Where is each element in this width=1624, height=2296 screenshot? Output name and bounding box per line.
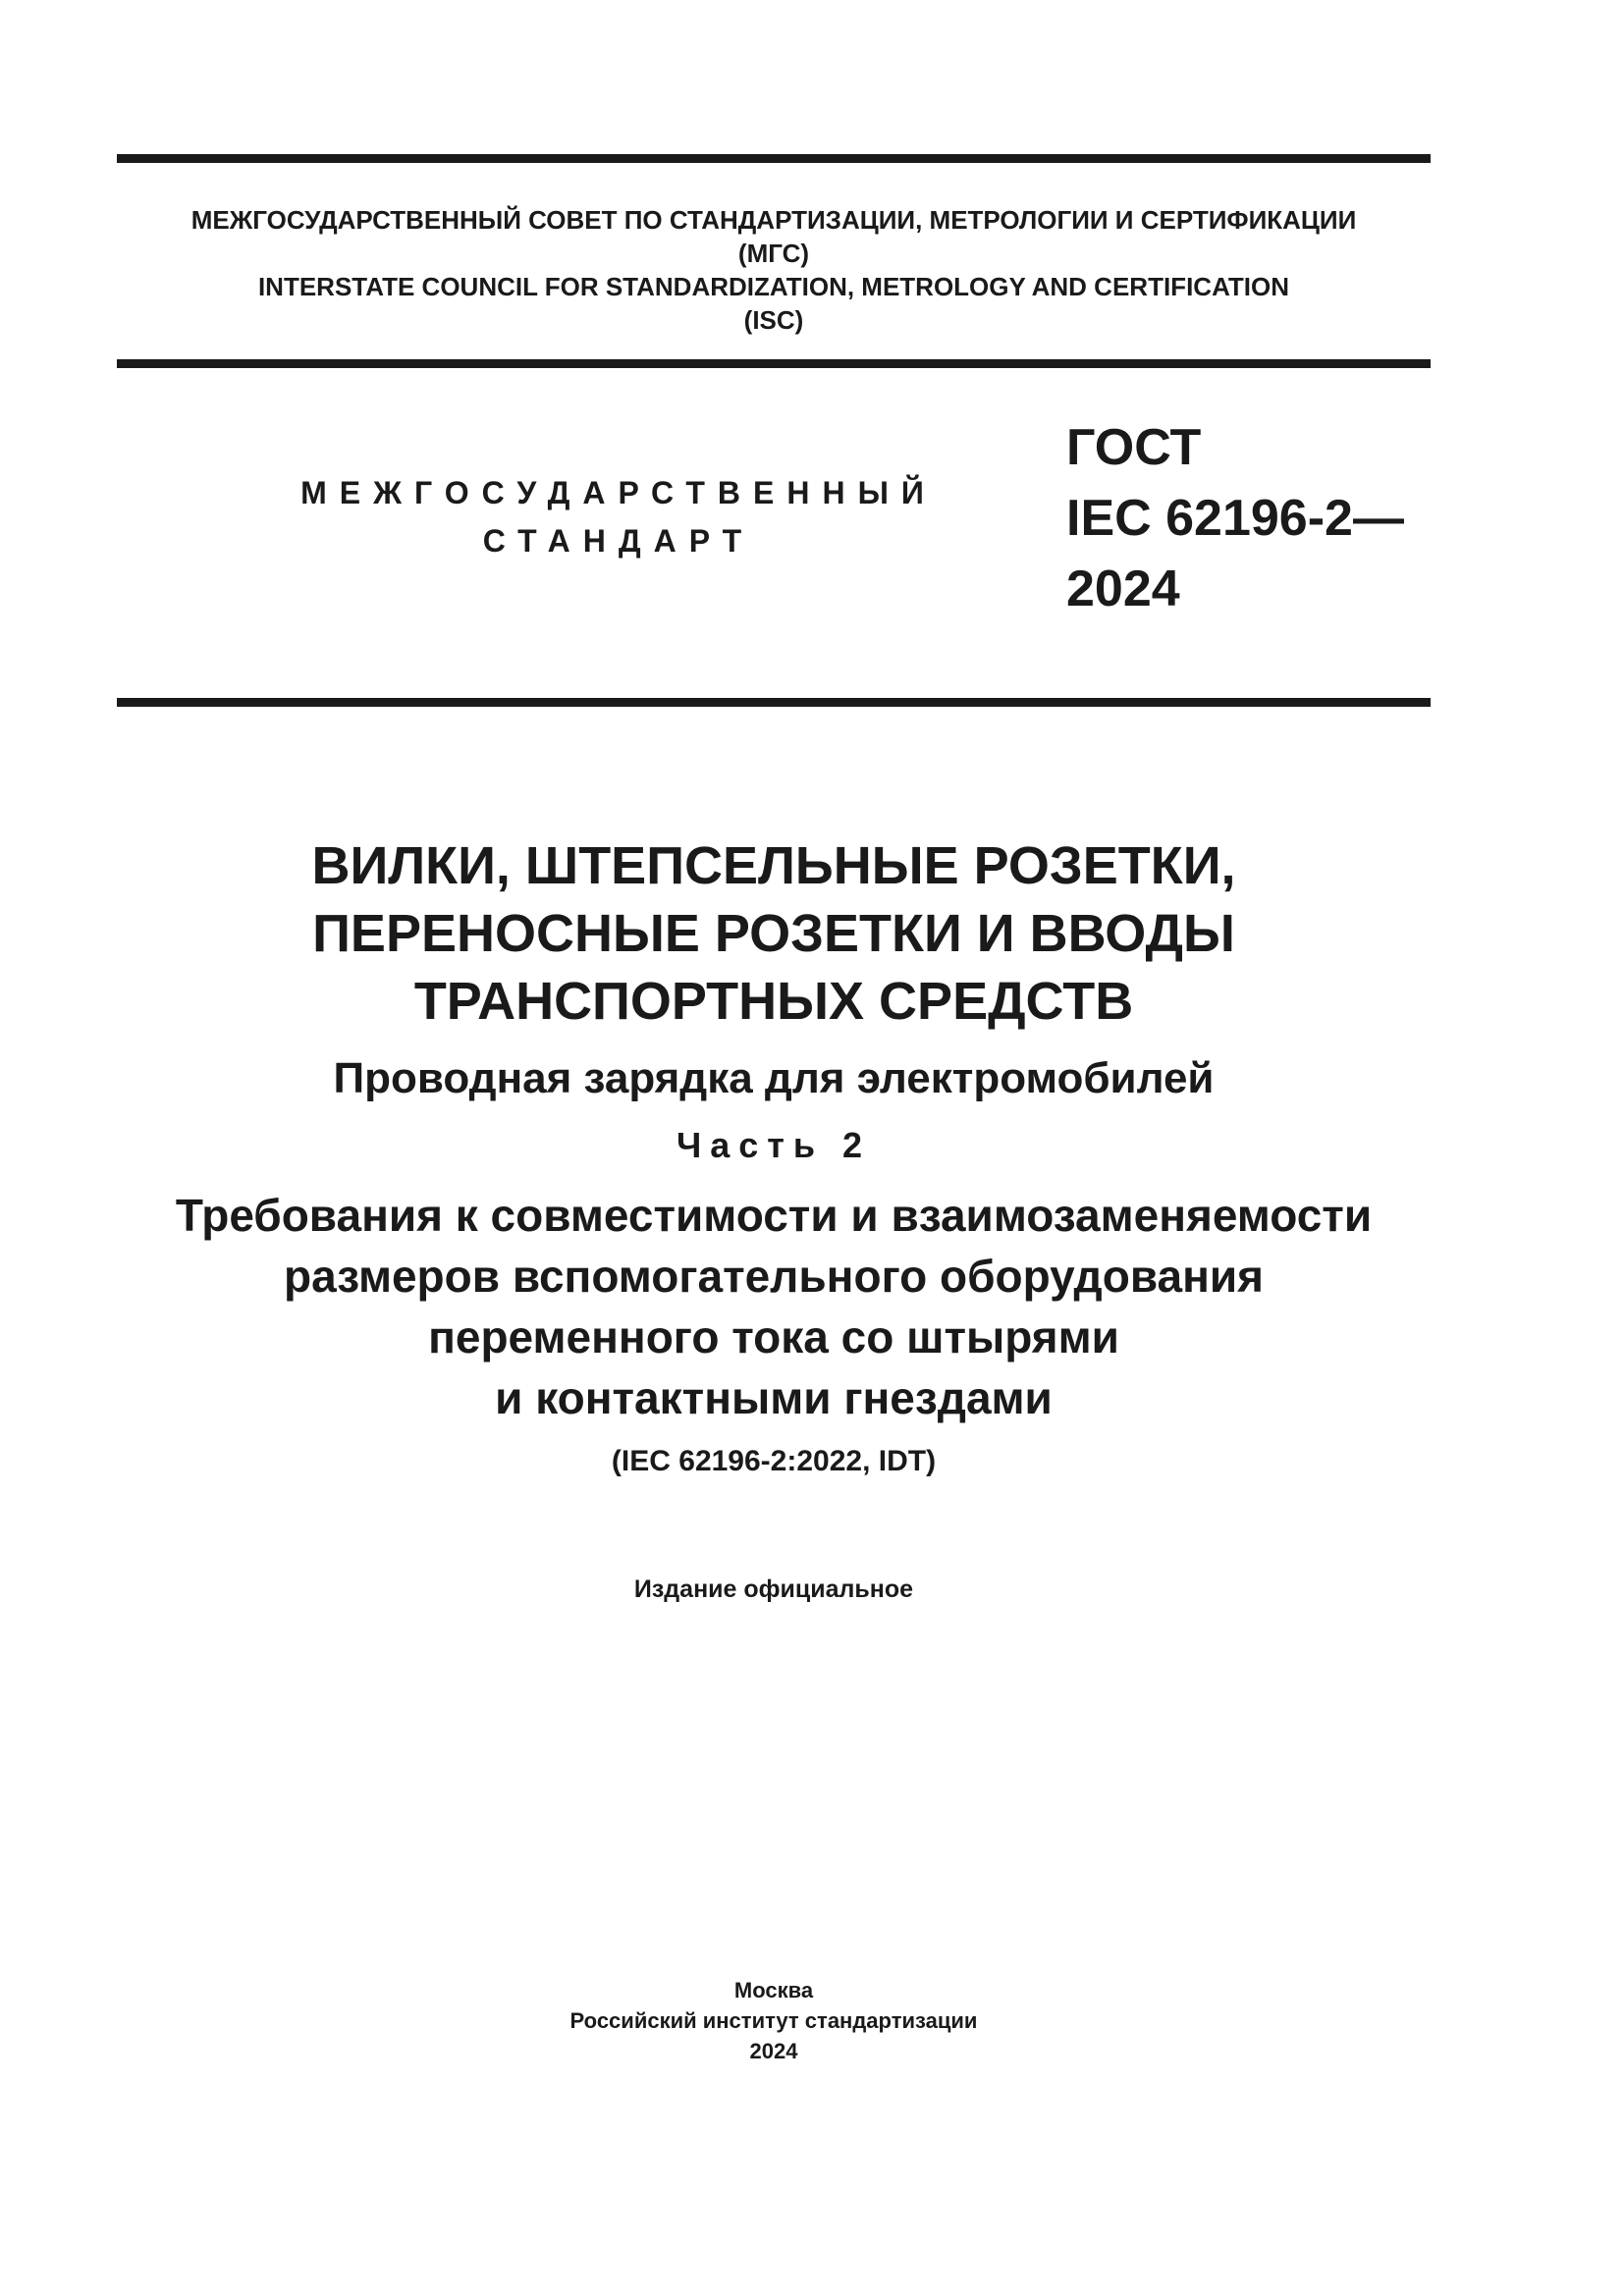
document-title (117, 832, 1431, 1036)
council-name-ru: МЕЖГОСУДАРСТВЕННЫЙ СОВЕТ ПО СТАНДАРТИЗАЦИИ, МЕТРОЛОГИИ И СЕРТИФИКАЦИИ (190, 205, 1357, 235)
publisher-block (117, 1975, 1431, 2066)
publisher-year: 2024 (749, 2039, 798, 2063)
title-line-1: ВИЛКИ, ШТЕПСЕЛЬНЫЕ РОЗЕТКИ, (311, 836, 1236, 895)
title-line-3: ТРАНСПОРТНЫХ СРЕДСТВ (413, 972, 1134, 1031)
part-title-line-4: и контактными гнездами (495, 1372, 1053, 1423)
designation-line-1: ГОСТ (1066, 419, 1202, 476)
title-line-2: ПЕРЕНОСНЫЕ РОЗЕТКИ И ВВОДЫ (312, 904, 1235, 963)
publisher-institute: Российский институт стандартизации (569, 2008, 978, 2033)
designation-line-2: IEC 62196-2— (1066, 490, 1404, 547)
publisher-city: Москва (733, 1978, 814, 2002)
standard-type-line-2: СТАНДАРТ (482, 523, 755, 559)
council-header (117, 203, 1431, 337)
middle-divider (117, 359, 1431, 368)
top-divider (117, 154, 1431, 163)
council-abbr-en: (ISC) (743, 305, 804, 335)
standard-type-line-1: МЕЖГОСУДАРСТВЕННЫЙ (300, 475, 937, 510)
bottom-divider (117, 698, 1431, 707)
part-title-line-1: Требования к совместимости и взаимозаменяемости (175, 1190, 1373, 1241)
part-title-line-3: переменного тока со штырями (428, 1311, 1119, 1362)
part-number: Часть 2 (676, 1125, 872, 1165)
part-title (117, 1185, 1431, 1428)
part-title-line-2: размеров вспомогательного оборудования (283, 1251, 1264, 1302)
edition-label: Издание официальное (633, 1575, 914, 1603)
council-name-en: INTERSTATE COUNCIL FOR STANDARDIZATION, METROLOGY AND CERTIFICATION (257, 272, 1290, 301)
document-subtitle: Проводная зарядка для электромобилей (333, 1054, 1215, 1102)
standard-designation (1066, 412, 1404, 624)
designation-line-3: 2024 (1066, 561, 1180, 617)
iec-reference: (IEC 62196-2:2022, IDT) (611, 1445, 937, 1477)
council-abbr-ru: (МГС) (737, 239, 810, 268)
